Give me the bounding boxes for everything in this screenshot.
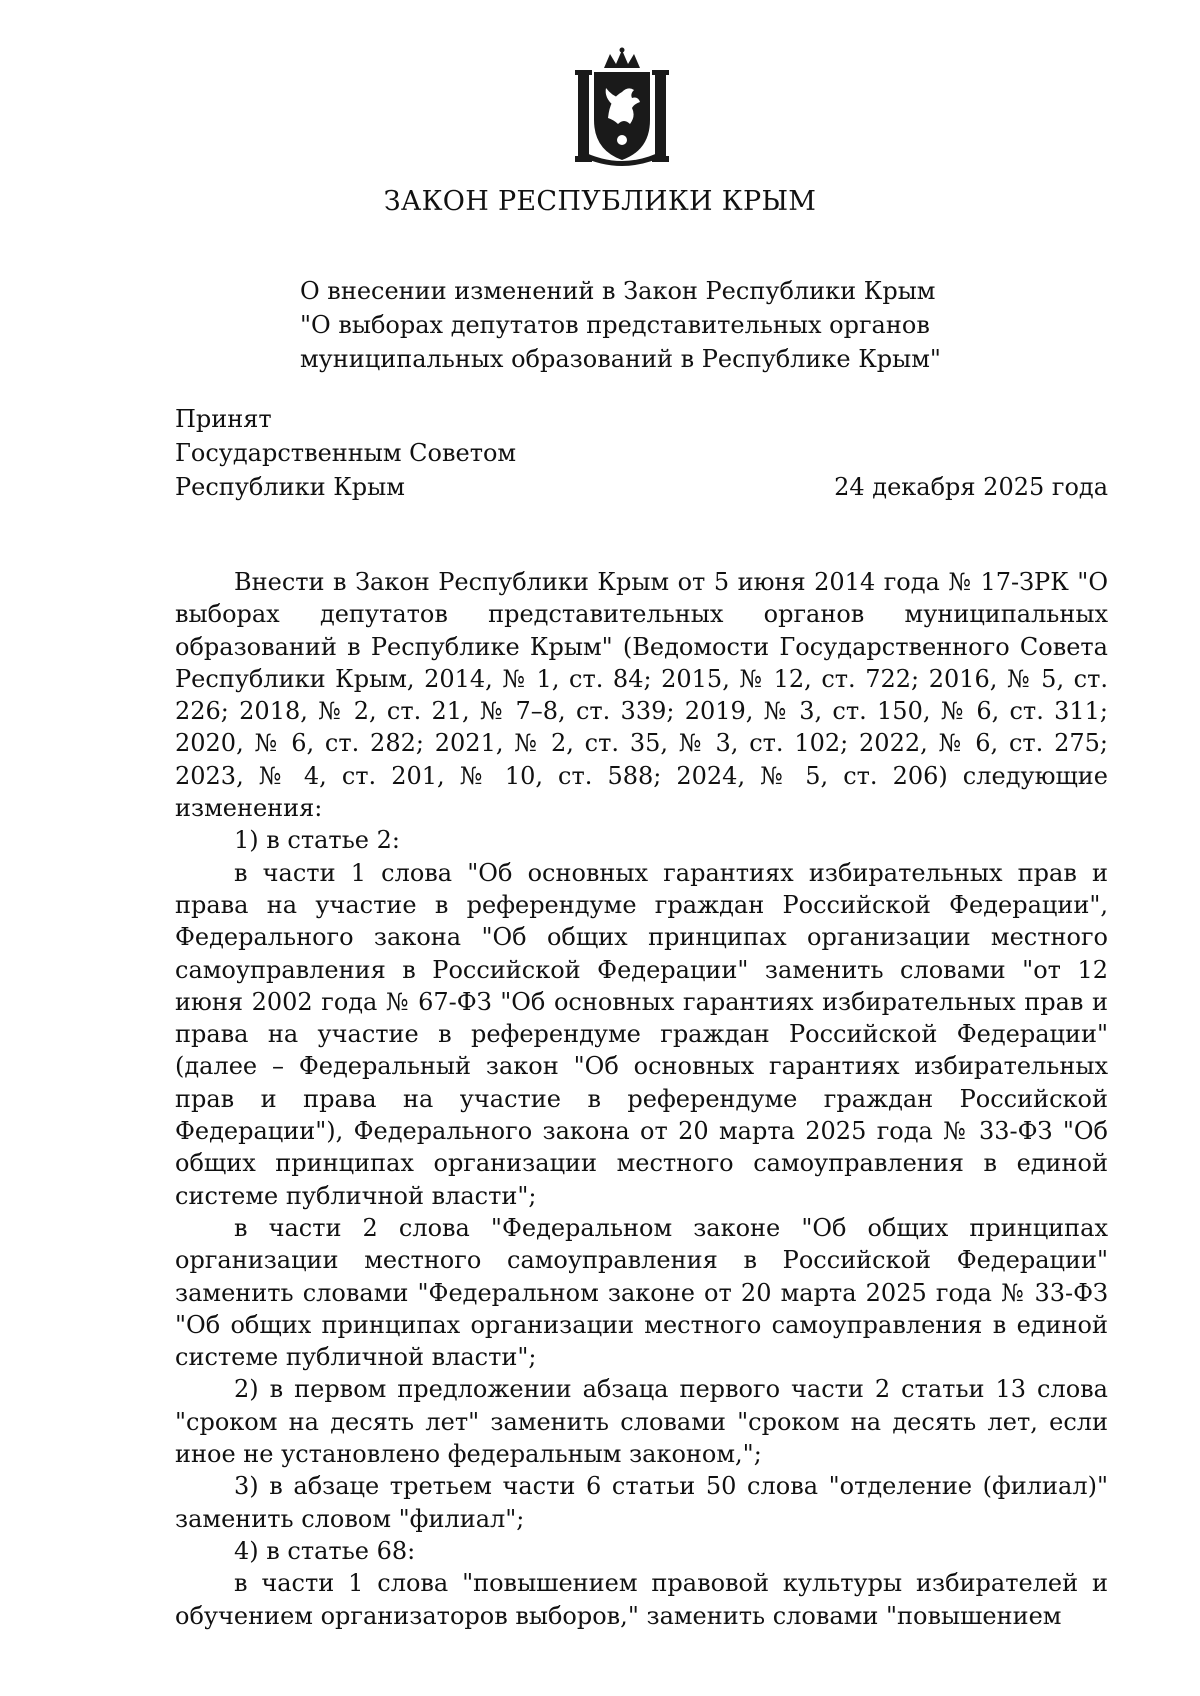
law-body (175, 566, 1108, 1632)
subtitle-line: О внесении изменений в Закон Республики Крым (300, 277, 936, 305)
adopted-by-block (175, 402, 516, 504)
adoption-date: 24 декабря 2025 года (834, 473, 1108, 501)
adopted-line: Республики Крым (175, 473, 405, 501)
paragraph: Внести в Закон Республики Крым от 5 июня 2014 года № 17-ЗРК "О выборах депутатов представительных органов муниципальных образований в Республике Крым" (Ведомости Государственного Совета Республики Крым, 2014, № 1, ст. 84; 2015, № 12, ст. 722; 2016, № 5, ст. 226; 2018, № 2, ст. 21, № 7–8, ст. 339; 2019, № 3, ст. 150, № 6, ст. 311; 2020, № 6, ст. 282; 2021, № 2, ст. 35, № 3, ст. 102; 2022, № 6, ст. 275; 2023, № 4, ст. 201, № 10, ст. 588; 2024, № 5, ст. 206) следующие изменения: (175, 568, 1108, 823)
crimea-coat-of-arms-icon (574, 46, 670, 166)
paragraph: 2) в первом предложении абзаца первого части 2 статьи 13 слова "сроком на десять лет" заменить словами "сроком на десять лет, если иное не установлено федеральным законом,"; (175, 1375, 1108, 1469)
paragraph: 3) в абзаце третьем части 6 статьи 50 слова "отделение (филиал)" заменить словом "филиал"; (175, 1472, 1108, 1533)
law-subtitle (300, 274, 941, 376)
paragraph: 1) в статье 2: (234, 826, 400, 855)
law-title: ЗАКОН РЕСПУБЛИКИ КРЫМ (383, 186, 817, 217)
paragraph: в части 1 слова "повышением правовой культуры избирателей и обучением организаторов выборов," заменить словами "повышением (175, 1569, 1108, 1630)
paragraph: 4) в статье 68: (234, 1536, 416, 1565)
paragraph: в части 1 слова "Об основных гарантиях избирательных прав и права на участие в референдуме граждан Российской Федерации", Федерального закона "Об общих принципах организации местного самоуправления в Российской Федерации" заменить словами "от 12 июня 2002 года № 67-ФЗ "Об основных гарантиях избирательных прав и права на участие в референдуме граждан Российской Федерации" (далее – Федеральный закон "Об основных гарантиях избирательных прав и права на участие в референдуме граждан Российской Федерации"), Федерального закона от 20 марта 2025 года № 33-ФЗ "Об общих принципах организации местного самоуправления в единой системе публичной власти"; (175, 858, 1108, 1210)
subtitle-line: муниципальных образований в Республике Крым" (300, 345, 941, 373)
paragraph: в части 2 слова "Федеральном законе "Об общих принципах организации местного самоуправления в Российской Федерации" заменить словами "Федеральном законе от 20 марта 2025 года № 33-ФЗ "Об общих принципах организации местного самоуправления в единой системе публичной власти"; (175, 1213, 1108, 1372)
subtitle-line: "О выборах депутатов представительных органов (300, 311, 930, 339)
adopted-line: Принят (175, 405, 272, 433)
adopted-line: Государственным Советом (175, 439, 517, 467)
